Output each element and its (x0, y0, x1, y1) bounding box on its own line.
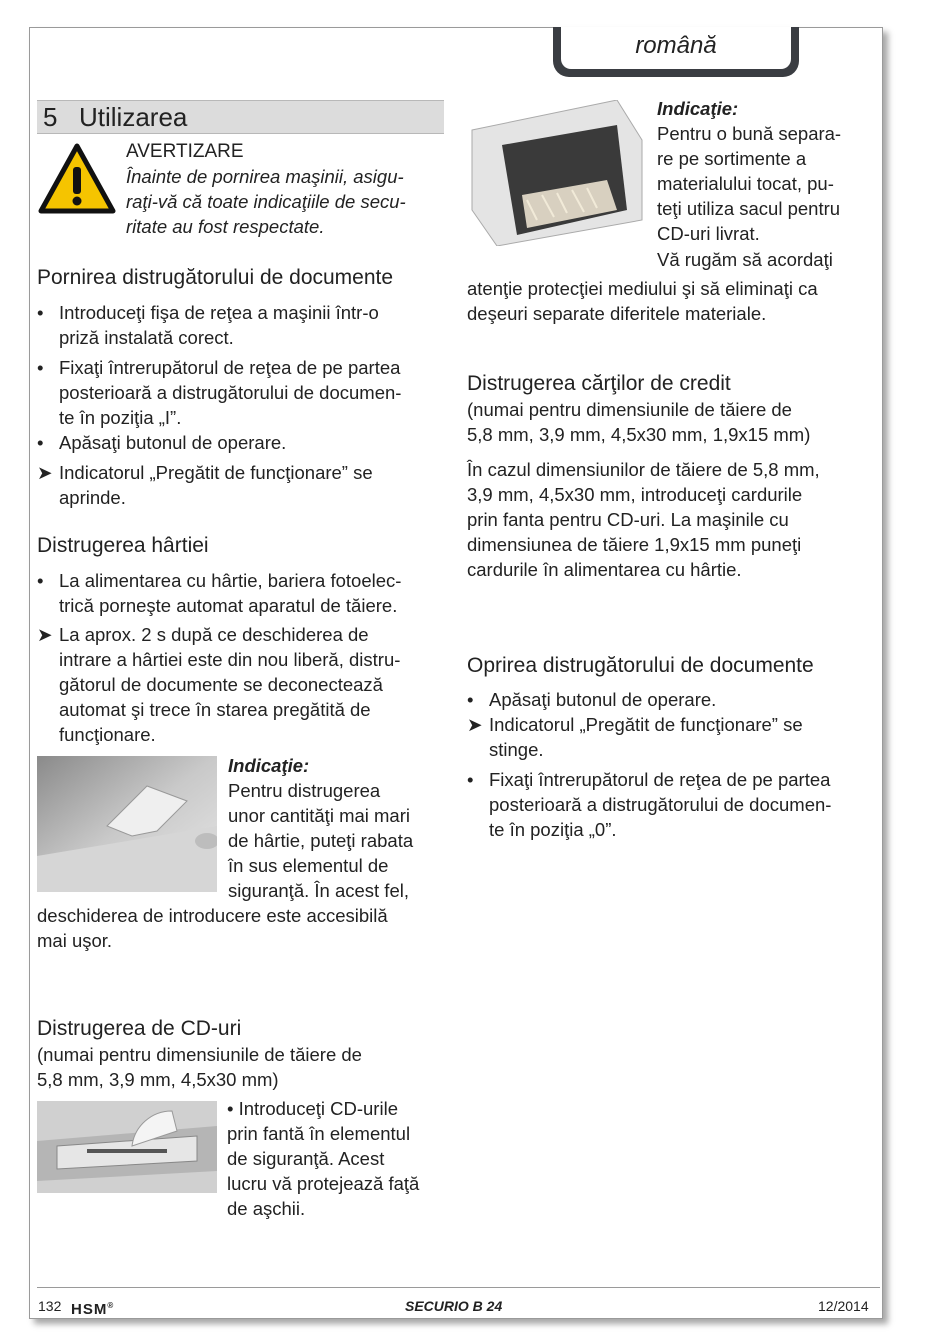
paper-heading: Distrugerea hârtiei (37, 534, 209, 557)
stop-list (467, 687, 879, 842)
section-title-bar (37, 100, 444, 134)
footer-rule (37, 1287, 880, 1288)
paper-list (37, 568, 449, 747)
footer-date: 12/2014 (818, 1298, 869, 1314)
cd-text: • Introduceţi CD-urile prin fantă în elementul de siguranţă. Acest lucru vă protejează faţă de aşchii. (227, 1098, 420, 1219)
warning-block (126, 139, 446, 239)
warning-line: raţi-vă că toate indicaţiile de secu- (126, 191, 406, 212)
language-label: română (561, 27, 791, 69)
list-item: • La alimentarea cu hârtie, bariera fotoelec- trică porneşte automat aparatul de tăiere. (37, 570, 402, 616)
note-title: Indicaţie: (657, 98, 739, 119)
list-item: ➤ Indicatorul „Pregătit de funcţionare” se stinge. (467, 714, 803, 760)
safety-flap-photo (37, 756, 217, 892)
model-name: SECURIO B 24 (405, 1298, 503, 1314)
bag-note-cont: atenţie protecţiei mediului şi să eliminaţi ca deşeuri separate diferitele materiale. (467, 278, 818, 324)
page-number: 132 (38, 1298, 62, 1314)
cd-slot-photo (37, 1101, 217, 1193)
paper-note-cont: deschiderea de introducere este accesibilă mai uşor. (37, 905, 388, 951)
credit-heading: Distrugerea cărţilor de credit (467, 372, 731, 395)
warning-line: ritate au fost respectate. (126, 216, 325, 237)
list-item: ➤ La aprox. 2 s după ce deschiderea de intrare a hârtiei este din nou liberă, distru- gătorul de documente se deconectează automat şi trece în starea pregătită de funcţionare. (37, 624, 401, 745)
list-item: • Introduceţi fişa de reţea a maşinii într-o priză instalată corect. (37, 302, 379, 348)
credit-para: În cazul dimensiunilor de tăiere de 5,8 mm, 3,9 mm, 4,5x30 mm, introduceţi cardurile prin fanta pentru CD-uri. La maşinile cu dimensiunea de tăiere 1,9x15 mm puneţi cardurile în alimentarea cu hârtie. (467, 459, 820, 580)
start-list (37, 300, 449, 510)
cd-sub: (numai pentru dimensiunile de tăiere de 5,8 mm, 3,9 mm, 4,5x30 mm) (37, 1044, 362, 1090)
list-item: • Apăsaţi butonul de operare. (467, 689, 717, 710)
list-item: • Fixaţi întrerupătorul de reţea de pe partea posterioară a distrugătorului de documen- te în poziţia „0”. (467, 769, 832, 840)
warning-line: Înainte de pornirea maşinii, asigu- (126, 166, 404, 187)
list-item: • Fixaţi întrerupătorul de reţea de pe partea posterioară a distrugătorului de documen- te în poziţia „I”. (37, 357, 402, 428)
section-title: Utilizarea (79, 102, 188, 132)
bag-note: Indicaţie: Pentru o bună separa- re pe sortimente a materialului tocat, pu- teţi utiliza sacul pentru CD-uri livrat. Vă rugăm să acordaţi (657, 96, 882, 272)
list-item: • Apăsaţi butonul de operare. (37, 432, 287, 453)
brand-logo: HSM® (71, 1301, 115, 1318)
note-title: Indicaţie: (228, 755, 310, 776)
start-heading: Pornirea distrugătorului de documente (37, 266, 394, 289)
cd-heading: Distrugerea de CD-uri (37, 1017, 242, 1040)
language-tab (553, 27, 799, 77)
stop-heading: Oprirea distrugătorului de documente (467, 654, 814, 677)
cd-bag-photo (467, 100, 647, 246)
warning-title: AVERTIZARE (126, 141, 244, 162)
warning-icon (38, 143, 116, 215)
credit-sub: (numai pentru dimensiunile de tăiere de 5,8 mm, 3,9 mm, 4,5x30 mm, 1,9x15 mm) (467, 399, 811, 445)
section-number: 5 (43, 102, 58, 132)
list-item: ➤ Indicatorul „Pregătit de funcţionare” se aprinde. (37, 462, 373, 508)
paper-note: Indicaţie: Pentru distrugerea unor cantităţi mai mari de hârtie, puteţi rabata în sus elementul de siguranţă. În acest fel, (228, 753, 448, 903)
